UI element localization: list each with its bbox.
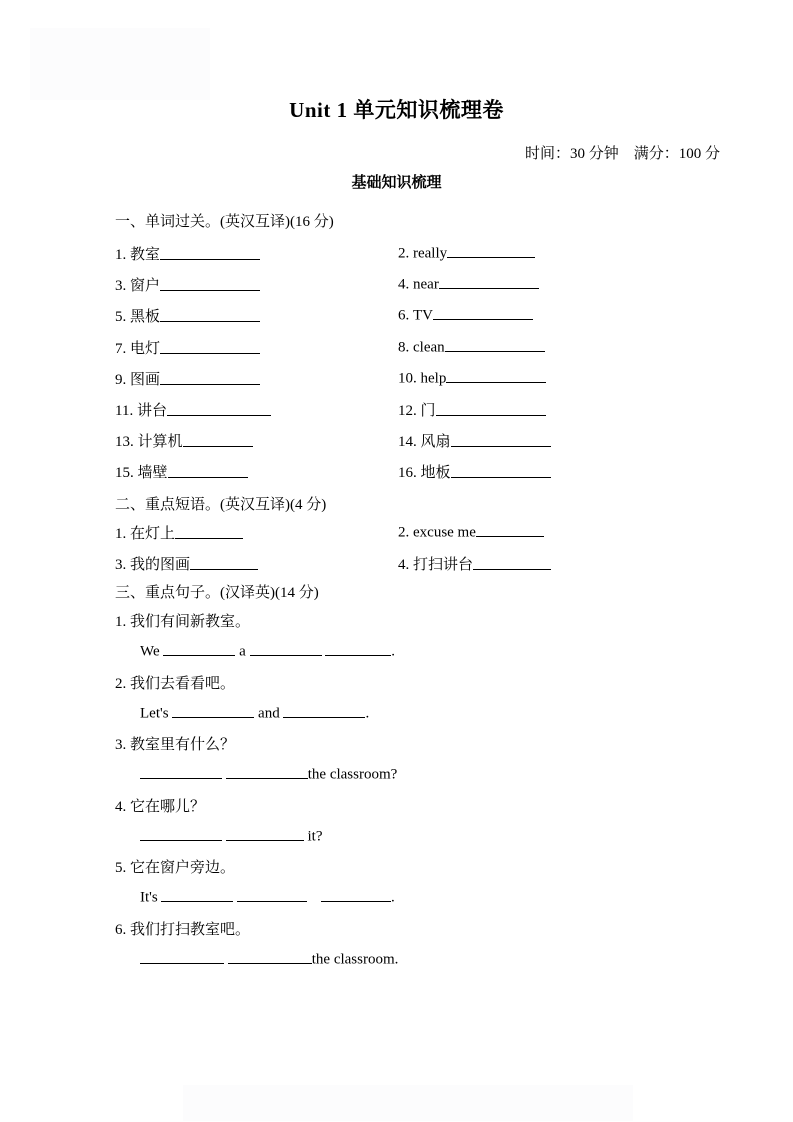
item-prompt: 图画 bbox=[130, 372, 161, 388]
item-prompt: 电灯 bbox=[130, 341, 161, 357]
sentence-prompt bbox=[115, 856, 235, 877]
sentence-answer-line bbox=[140, 826, 323, 845]
sentence-chinese-text: 我们有间新教室。 bbox=[130, 614, 251, 630]
section-heading-sentences: 三、重点句子。(汉译英)(14 分) bbox=[115, 585, 319, 601]
answer-item bbox=[115, 553, 258, 574]
answer-blank[interactable] bbox=[451, 463, 551, 478]
item-number: 4. bbox=[398, 276, 410, 293]
sentence-fixed-text: . bbox=[391, 643, 396, 660]
sentence-fixed-text: . bbox=[365, 705, 370, 722]
answer-blank[interactable] bbox=[321, 887, 391, 902]
answer-blank[interactable] bbox=[451, 432, 551, 447]
item-prompt: 讲台 bbox=[136, 403, 167, 419]
sentence-fixed-text: it? bbox=[307, 828, 323, 845]
answer-blank[interactable] bbox=[228, 949, 312, 964]
answer-item bbox=[398, 274, 539, 293]
sentence-prompt bbox=[115, 610, 250, 631]
sentence-fixed-text: the classroom. bbox=[311, 951, 399, 968]
item-prompt: 风扇 bbox=[420, 434, 451, 450]
answer-blank[interactable] bbox=[140, 826, 222, 841]
answer-item bbox=[115, 430, 253, 451]
answer-blank[interactable] bbox=[160, 339, 260, 354]
answer-blank[interactable] bbox=[283, 703, 365, 718]
answer-item bbox=[398, 461, 551, 482]
item-number: 3. bbox=[115, 278, 127, 294]
item-prompt: clean bbox=[413, 339, 445, 356]
item-prompt: 窗户 bbox=[130, 278, 161, 294]
answer-item bbox=[398, 337, 545, 356]
answer-blank[interactable] bbox=[447, 243, 535, 258]
answer-blank[interactable] bbox=[140, 949, 224, 964]
answer-item bbox=[115, 305, 260, 326]
sentence-chinese-text: 它在窗户旁边。 bbox=[130, 860, 236, 876]
sentence-answer-line bbox=[140, 764, 397, 783]
answer-blank[interactable] bbox=[160, 245, 260, 260]
sentence-number: 6. bbox=[115, 922, 127, 938]
item-number: 3. bbox=[115, 557, 127, 573]
answer-item bbox=[115, 274, 260, 295]
answer-blank[interactable] bbox=[160, 307, 260, 322]
answer-blank[interactable] bbox=[160, 370, 260, 385]
item-prompt: 我的图画 bbox=[130, 557, 191, 573]
item-prompt: TV bbox=[413, 307, 433, 324]
answer-blank[interactable] bbox=[237, 887, 307, 902]
answer-item bbox=[398, 368, 546, 387]
answer-item bbox=[398, 399, 546, 420]
item-prompt: 地板 bbox=[420, 465, 451, 481]
section-subheading: 基础知识梳理 bbox=[351, 175, 442, 191]
answer-item bbox=[398, 243, 535, 262]
answer-blank[interactable] bbox=[446, 368, 546, 383]
item-number: 2. bbox=[398, 524, 410, 541]
top-watermark bbox=[30, 28, 210, 100]
sentence-prompt bbox=[115, 672, 235, 693]
answer-item bbox=[115, 337, 260, 358]
answer-blank[interactable] bbox=[226, 826, 304, 841]
answer-blank[interactable] bbox=[436, 401, 546, 416]
answer-item bbox=[115, 522, 243, 543]
answer-blank[interactable] bbox=[190, 555, 258, 570]
item-number: 5. bbox=[115, 309, 127, 325]
exam-meta-info: 时间：30 分钟 满分：100 分 bbox=[524, 146, 720, 162]
answer-item bbox=[115, 399, 271, 420]
sentence-fixed-text: a bbox=[239, 643, 246, 660]
item-prompt: 打扫讲台 bbox=[413, 557, 474, 573]
item-prompt: really bbox=[413, 245, 448, 262]
answer-item bbox=[398, 305, 533, 324]
sentence-chinese-text: 教室里有什么？ bbox=[130, 737, 236, 753]
item-prompt: 在灯上 bbox=[130, 526, 176, 542]
sentence-number: 4. bbox=[115, 799, 127, 815]
sentence-fixed-text: and bbox=[258, 705, 280, 722]
answer-item bbox=[115, 461, 248, 482]
answer-blank[interactable] bbox=[250, 641, 322, 656]
sentence-fixed-text: We bbox=[140, 643, 160, 660]
answer-blank[interactable] bbox=[476, 522, 544, 537]
answer-blank[interactable] bbox=[226, 764, 308, 779]
answer-blank[interactable] bbox=[473, 555, 551, 570]
answer-item bbox=[115, 243, 260, 264]
sentence-chinese-text: 我们去看看吧。 bbox=[130, 676, 236, 692]
sentence-fixed-text: It's bbox=[140, 889, 158, 906]
answer-item bbox=[115, 368, 260, 389]
item-number: 4. bbox=[398, 557, 410, 573]
sentence-fixed-text: . bbox=[390, 889, 395, 906]
item-number: 13. bbox=[115, 434, 134, 450]
sentence-fixed-text: Let's bbox=[140, 705, 169, 722]
item-number: 9. bbox=[115, 372, 127, 388]
answer-blank[interactable] bbox=[160, 276, 260, 291]
item-prompt: excuse me bbox=[413, 524, 476, 541]
item-number: 8. bbox=[398, 339, 410, 356]
item-number: 2. bbox=[398, 245, 410, 262]
section-heading-vocabulary: 一、单词过关。(英汉互译)(16 分) bbox=[115, 214, 334, 230]
sentence-number: 5. bbox=[115, 860, 127, 876]
bottom-watermark bbox=[183, 1085, 633, 1121]
sentence-number: 2. bbox=[115, 676, 127, 692]
answer-blank[interactable] bbox=[433, 305, 533, 320]
item-prompt: 计算机 bbox=[137, 434, 183, 450]
sentence-fixed-text: the classroom? bbox=[307, 766, 398, 783]
answer-blank[interactable] bbox=[325, 641, 391, 656]
sentence-prompt bbox=[115, 918, 250, 939]
sentence-number: 3. bbox=[115, 737, 127, 753]
item-number: 6. bbox=[398, 307, 410, 324]
sentence-number: 1. bbox=[115, 614, 127, 630]
item-number: 7. bbox=[115, 341, 127, 357]
item-number: 12. bbox=[398, 403, 417, 419]
item-prompt: 门 bbox=[420, 403, 436, 419]
answer-item bbox=[398, 553, 551, 574]
answer-blank[interactable] bbox=[140, 764, 222, 779]
item-number: 11. bbox=[115, 403, 134, 419]
sentence-answer-line bbox=[140, 887, 395, 906]
answer-blank[interactable] bbox=[175, 524, 243, 539]
item-number: 16. bbox=[398, 465, 417, 481]
answer-blank[interactable] bbox=[161, 887, 233, 902]
item-prompt: near bbox=[413, 276, 439, 293]
item-prompt: 黑板 bbox=[130, 309, 161, 325]
sentence-chinese-text: 它在哪儿？ bbox=[130, 799, 206, 815]
item-number: 14. bbox=[398, 434, 417, 450]
item-number: 15. bbox=[115, 465, 134, 481]
page-title: Unit 1 单元知识梳理卷 bbox=[289, 98, 504, 122]
answer-blank[interactable] bbox=[167, 401, 271, 416]
item-number: 10. bbox=[398, 370, 417, 387]
item-number: 1. bbox=[115, 526, 127, 542]
sentence-answer-line bbox=[140, 641, 395, 660]
sentence-chinese-text: 我们打扫教室吧。 bbox=[130, 922, 251, 938]
item-prompt: 墙壁 bbox=[137, 465, 168, 481]
answer-item bbox=[398, 430, 551, 451]
sentence-prompt bbox=[115, 733, 235, 754]
sentence-answer-line bbox=[140, 949, 398, 968]
item-prompt: 教室 bbox=[130, 247, 161, 263]
answer-blank[interactable] bbox=[163, 641, 235, 656]
sentence-answer-line bbox=[140, 703, 369, 722]
answer-blank[interactable] bbox=[168, 463, 248, 478]
item-number: 1. bbox=[115, 247, 127, 263]
answer-blank[interactable] bbox=[445, 337, 545, 352]
answer-item bbox=[398, 522, 544, 541]
answer-blank[interactable] bbox=[439, 274, 539, 289]
sentence-prompt bbox=[115, 795, 205, 816]
answer-blank[interactable] bbox=[172, 703, 254, 718]
section-heading-phrases: 二、重点短语。(英汉互译)(4 分) bbox=[115, 497, 327, 513]
answer-blank[interactable] bbox=[183, 432, 253, 447]
item-prompt: help bbox=[420, 370, 447, 387]
